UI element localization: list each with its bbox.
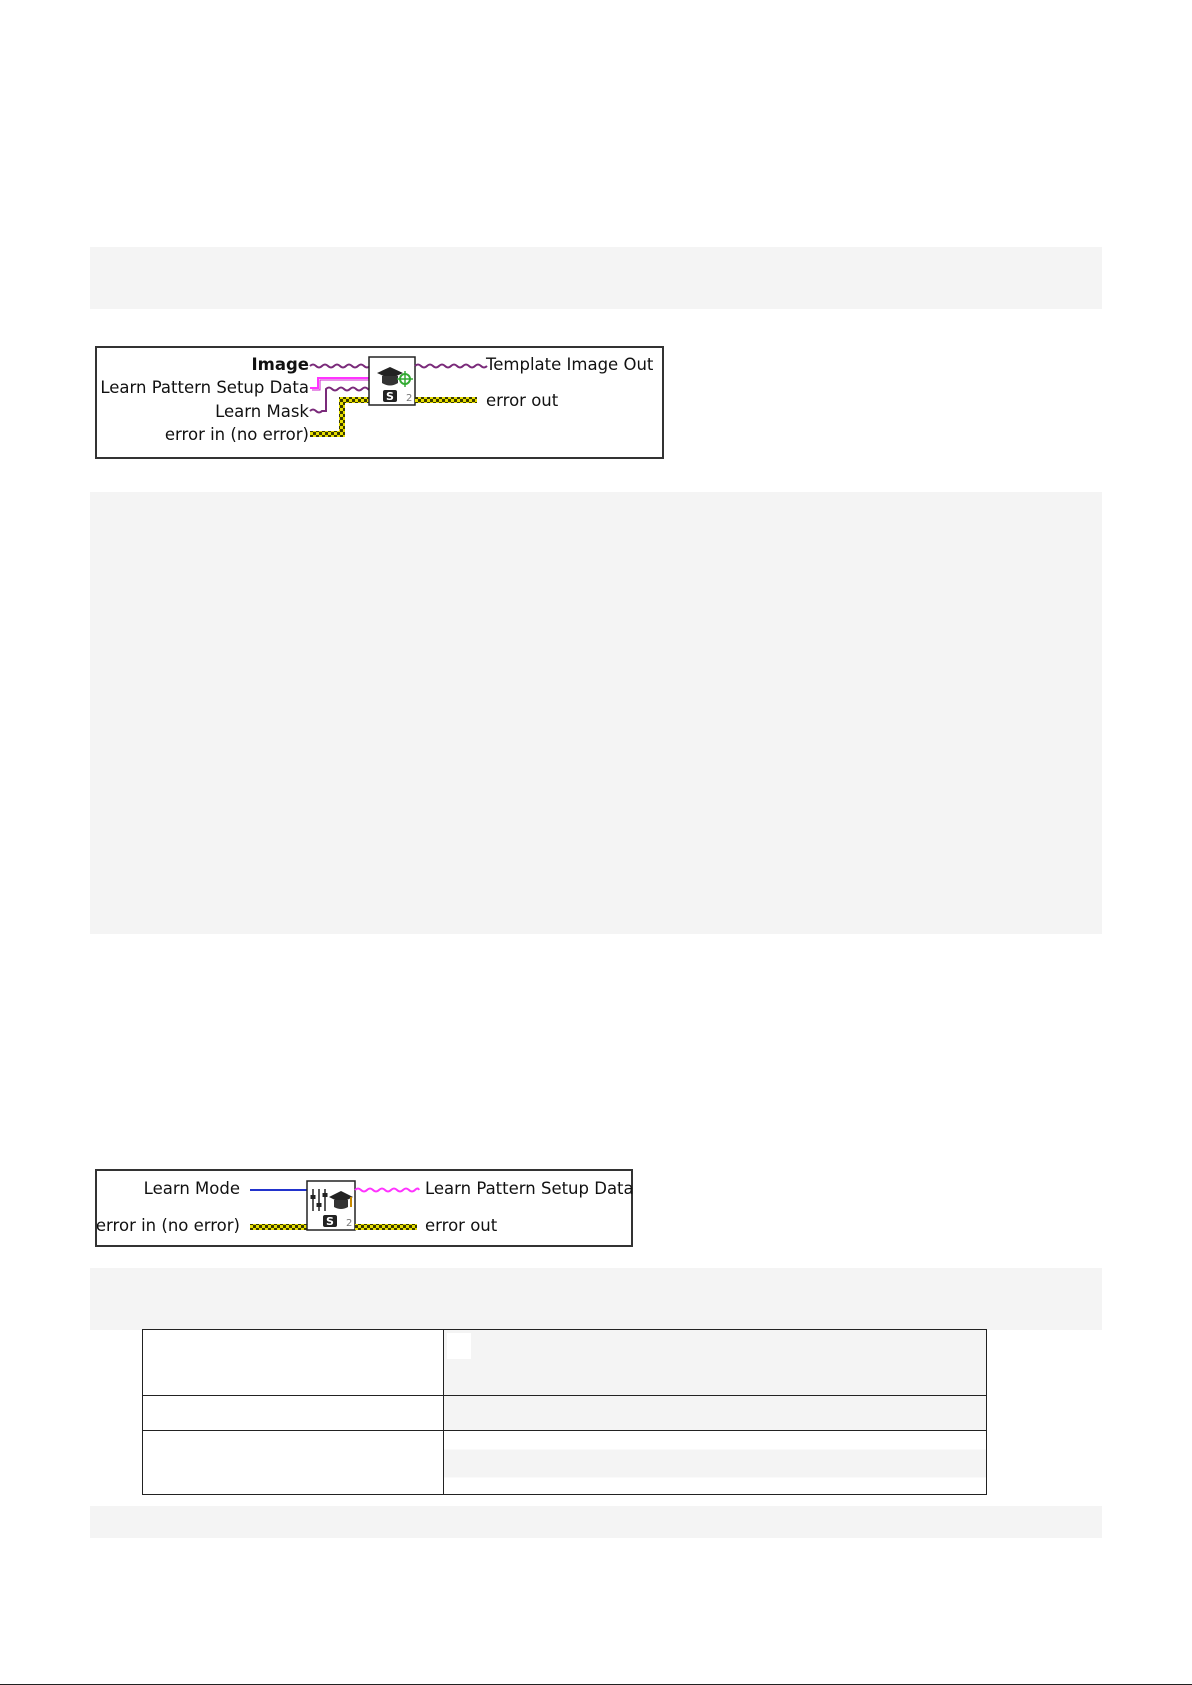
description-band-3 (90, 1268, 1102, 1330)
table-row (143, 1431, 987, 1495)
learn-pattern-connector-pane (95, 346, 664, 459)
table-cell (444, 1431, 987, 1495)
table-cell (143, 1431, 444, 1495)
table-cell (143, 1396, 444, 1431)
image-input-label: Image (251, 355, 309, 374)
setup-learn-pattern-icon (307, 1181, 355, 1230)
svg-text:2: 2 (406, 393, 413, 404)
table-cell (444, 1330, 987, 1396)
template-image-out-label: Template Image Out (486, 355, 654, 374)
svg-text:S: S (326, 1215, 334, 1228)
description-band-2 (90, 492, 1102, 934)
setup-data-input-label: Learn Pattern Setup Data (100, 378, 309, 397)
learn-pattern-icon (369, 357, 415, 405)
setup-data-output-label: Learn Pattern Setup Data (425, 1179, 634, 1198)
template-image-out-wire (415, 365, 487, 368)
learn-mode-table (142, 1329, 987, 1495)
table-row (143, 1396, 987, 1431)
table-cell (444, 1396, 987, 1431)
error-in-input-label: error in (no error) (164, 425, 309, 444)
learn-mask-input-label: Learn Mask (215, 402, 309, 421)
setup-learn-pattern-connector-pane (95, 1169, 633, 1247)
error-in-input-label-2: error in (no error) (95, 1216, 240, 1235)
table-cell (143, 1330, 444, 1396)
svg-text:2: 2 (346, 1218, 353, 1229)
setup-data-out-wire (355, 1189, 419, 1192)
error-out-label: error out (486, 391, 559, 410)
error-out-label-2: error out (425, 1216, 498, 1235)
svg-text:S: S (386, 390, 394, 403)
cell-highlight (447, 1333, 471, 1359)
learn-mode-input-label: Learn Mode (143, 1179, 240, 1198)
description-band-4 (90, 1506, 1102, 1538)
table-row (143, 1330, 987, 1396)
description-band-1 (90, 247, 1102, 309)
